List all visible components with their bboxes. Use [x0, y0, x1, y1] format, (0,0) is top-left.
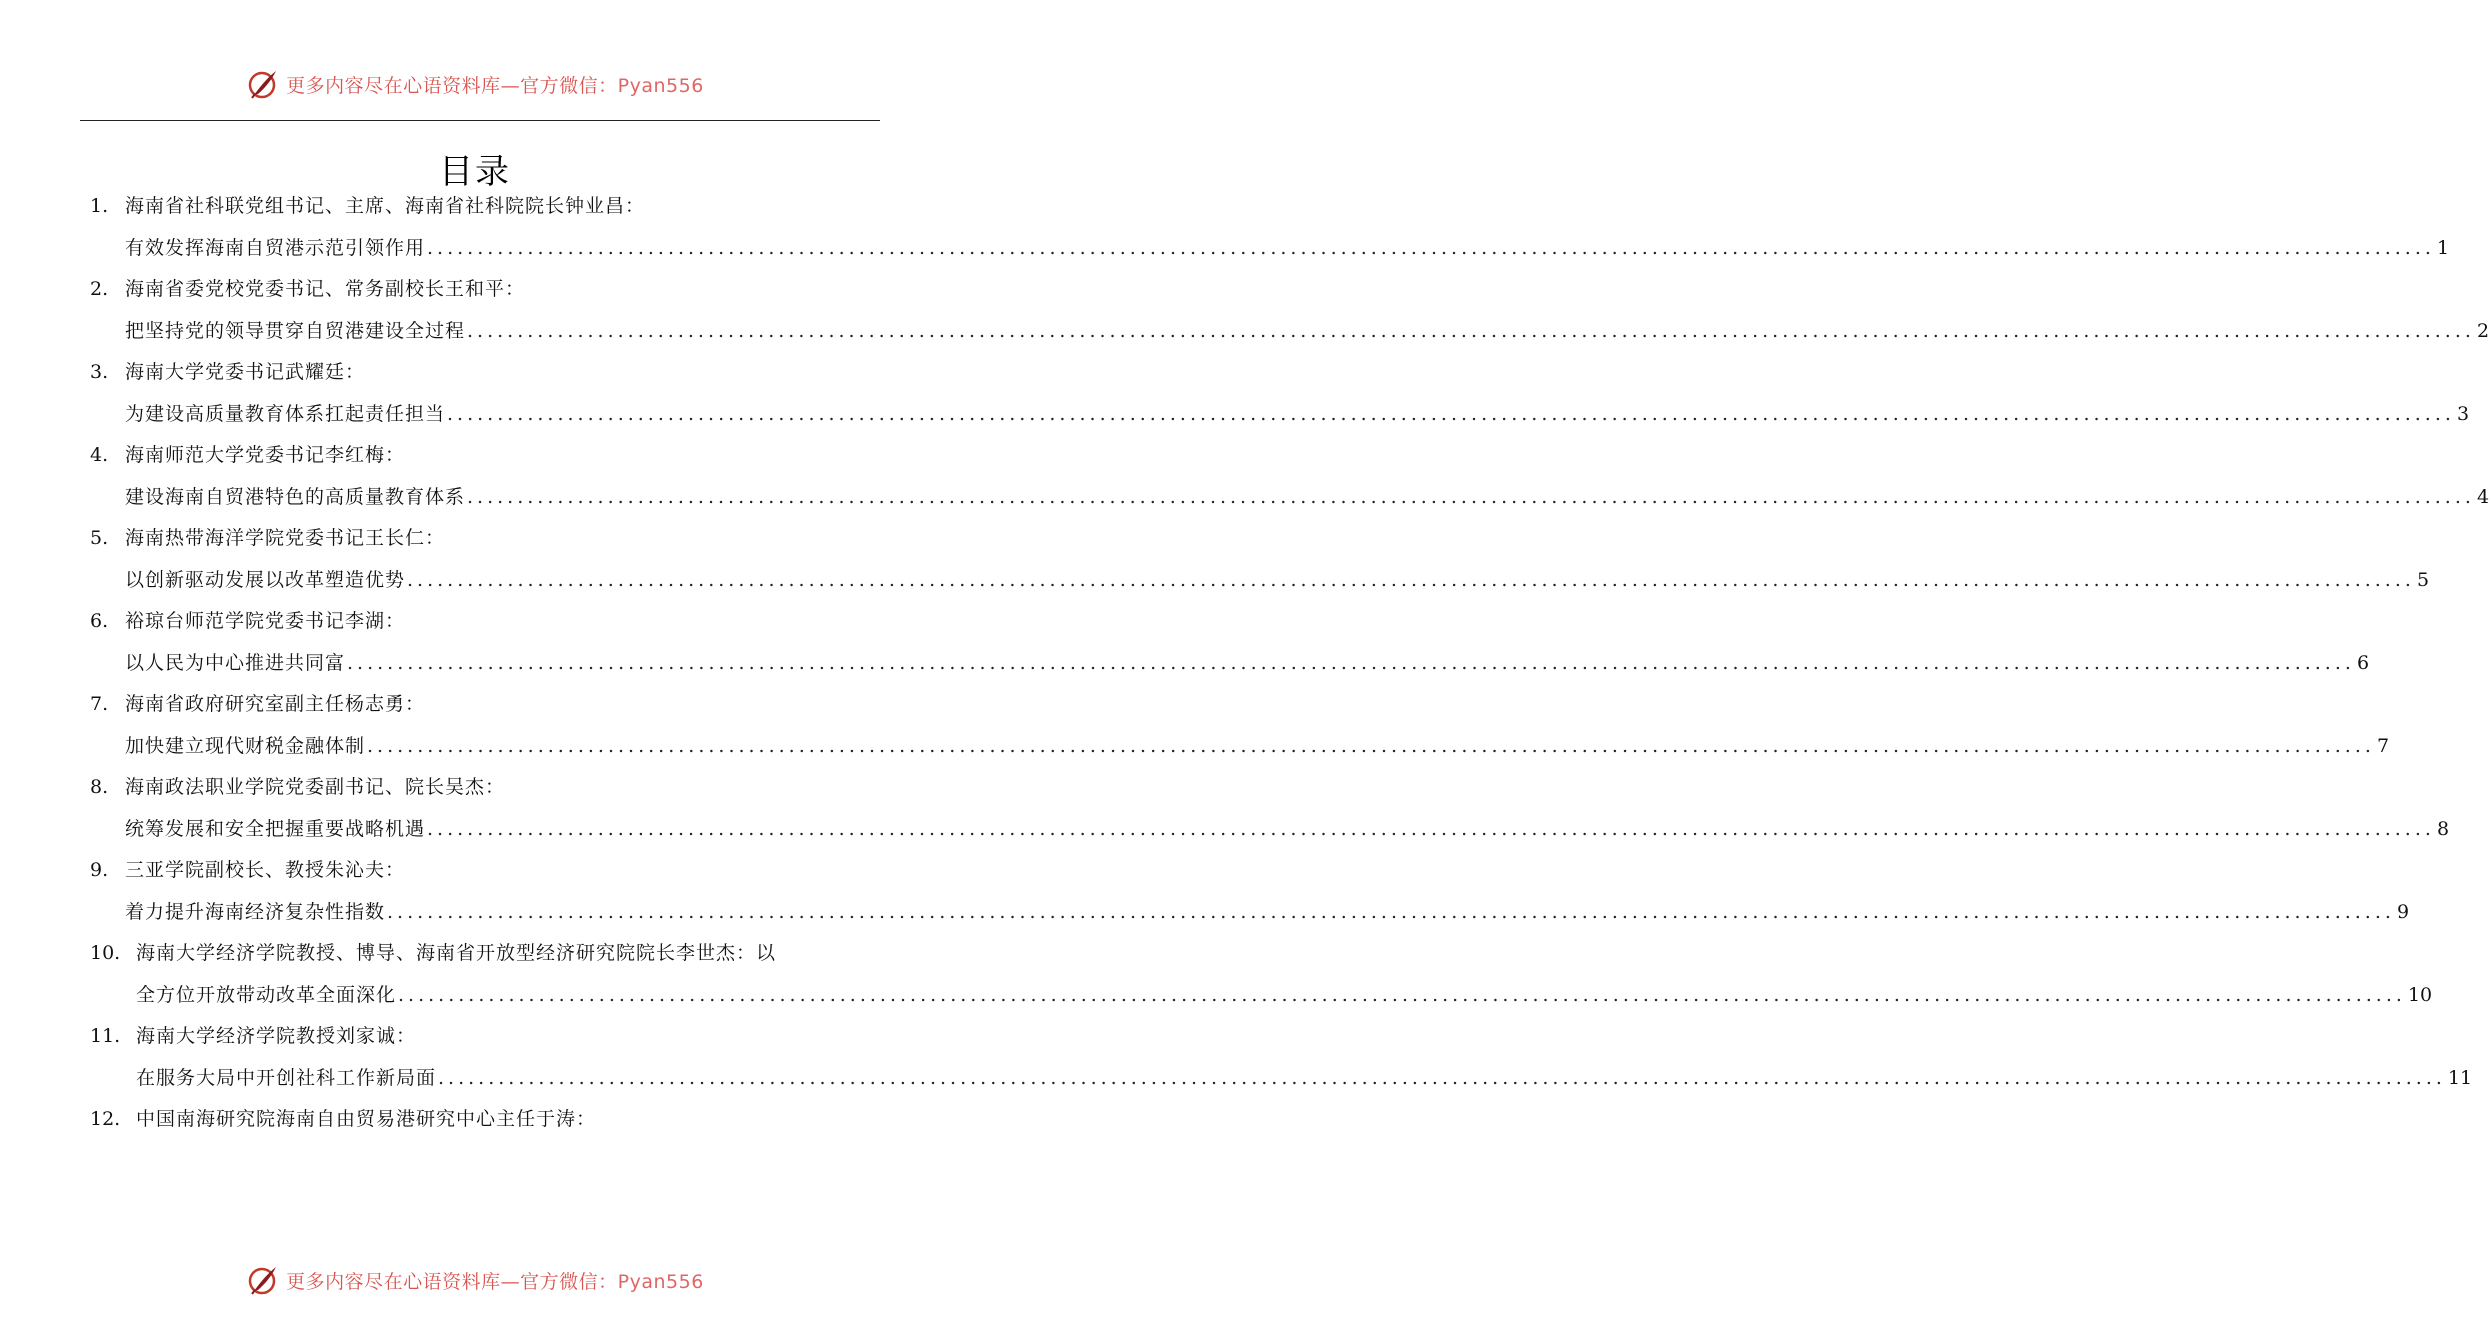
toc-speaker: 海南热带海洋学院党委书记王长仁：: [125, 527, 446, 549]
toc-entry-title[interactable]: 以人民为中心推进共同富: [125, 651, 346, 674]
toc-title-line[interactable]: [90, 477, 2489, 519]
toc-page-number[interactable]: 5: [2416, 568, 2430, 591]
toc-speaker-line: [90, 435, 860, 477]
toc-title-line[interactable]: [90, 975, 2433, 1017]
toc-leader-dots: ........................................................................................................................................................................................................: [407, 568, 2415, 591]
toc-entry[interactable]: [90, 601, 2370, 684]
wechat-id: Pyan556: [617, 1270, 704, 1293]
toc-speaker-line: [90, 767, 860, 809]
toc-speaker: 海南大学经济学院教授刘家诚：: [136, 1025, 417, 1047]
toc-speaker: 三亚学院副校长、教授朱沁夫：: [125, 859, 406, 881]
toc-leader-dots: ........................................................................................................................................................................................................: [398, 983, 2406, 1006]
toc-entry-title[interactable]: 加快建立现代财税金融体制: [125, 734, 366, 757]
toc-entry-number: 12.: [90, 1108, 121, 1130]
banner-text: [286, 71, 704, 98]
footer-banner-inner: [246, 1263, 704, 1297]
header-banner-inner: [246, 67, 704, 101]
toc-entry-number: 7.: [90, 693, 109, 715]
toc-list: [90, 186, 2489, 1141]
toc-page-number[interactable]: 7: [2376, 734, 2390, 757]
quill-pen-logo-icon: [246, 1263, 280, 1297]
toc-entry-title[interactable]: 以创新驱动发展以改革塑造优势: [125, 568, 406, 591]
toc-speaker-line: [90, 352, 860, 394]
toc-entry-number: 10.: [90, 942, 121, 964]
toc-page-number[interactable]: 3: [2456, 402, 2470, 425]
header-divider: [80, 120, 880, 121]
toc-page-number[interactable]: 11: [2447, 1066, 2473, 1089]
toc-entry-title[interactable]: 为建设高质量教育体系扛起责任担当: [125, 402, 446, 425]
quill-pen-logo-icon: [246, 67, 280, 101]
toc-entry[interactable]: [90, 767, 2450, 850]
toc-entry[interactable]: [90, 850, 2410, 933]
toc-entry-number: 5.: [90, 527, 109, 549]
toc-title: 目录: [439, 152, 511, 192]
toc-entry[interactable]: [90, 269, 2489, 352]
toc-speaker-line: [90, 933, 860, 975]
toc-speaker-line: [90, 269, 860, 311]
toc-speaker: 海南大学党委书记武耀廷：: [125, 361, 366, 383]
toc-speaker: 中国南海研究院海南自由贸易港研究中心主任于涛：: [136, 1108, 597, 1130]
banner-label: 更多内容尽在心语资料库—官方微信：: [286, 1270, 618, 1293]
toc-leader-dots: ........................................................................................................................................................................................................: [427, 817, 2435, 840]
toc-speaker: 海南省委党校党委书记、常务副校长王和平：: [125, 278, 526, 300]
toc-title-line[interactable]: [90, 228, 2450, 270]
toc-leader-dots: ........................................................................................................................................................................................................: [387, 900, 2395, 923]
toc-speaker: 裕琼台师范学院党委书记李湖：: [125, 610, 406, 632]
toc-leader-dots: ........................................................................................................................................................................................................: [347, 651, 2355, 674]
toc-entry-title[interactable]: 把坚持党的领导贯穿自贸港建设全过程: [125, 319, 466, 342]
toc-speaker: 海南大学经济学院教授、博导、海南省开放型经济研究院院长李世杰：以: [136, 942, 777, 964]
toc-page-number[interactable]: 2: [2476, 319, 2489, 342]
toc-speaker-line: [90, 684, 860, 726]
banner-text: [286, 1267, 704, 1294]
toc-page-number[interactable]: 6: [2356, 651, 2370, 674]
toc-leader-dots: ........................................................................................................................................................................................................: [427, 236, 2435, 259]
toc-speaker-line: [90, 518, 860, 560]
toc-page-number[interactable]: 1: [2436, 236, 2450, 259]
toc-speaker: 海南省政府研究室副主任杨志勇：: [125, 693, 426, 715]
toc-entry[interactable]: [90, 684, 2390, 767]
toc-entry-number: 8.: [90, 776, 109, 798]
toc-entry-number: 11.: [90, 1025, 121, 1047]
toc-speaker: 海南师范大学党委书记李红梅：: [125, 444, 406, 466]
toc-entry-title[interactable]: 在服务大局中开创社科工作新局面: [136, 1066, 437, 1089]
toc-title-line[interactable]: [90, 560, 2430, 602]
toc-entry[interactable]: [90, 1016, 2473, 1099]
toc-entry-title[interactable]: 统筹发展和安全把握重要战略机遇: [125, 817, 426, 840]
wechat-id: Pyan556: [617, 74, 704, 97]
toc-entry[interactable]: [90, 933, 2433, 1016]
toc-entry[interactable]: [90, 352, 2470, 435]
toc-speaker-line: [90, 186, 860, 228]
toc-entry-number: 2.: [90, 278, 109, 300]
toc-entry[interactable]: [90, 186, 2450, 269]
toc-entry-number: 9.: [90, 859, 109, 881]
toc-leader-dots: ........................................................................................................................................................................................................: [367, 734, 2375, 757]
toc-speaker-line: [90, 1099, 860, 1141]
toc-entry-number: 1.: [90, 195, 109, 217]
toc-speaker-line: [90, 1016, 860, 1058]
toc-entry-title[interactable]: 着力提升海南经济复杂性指数: [125, 900, 386, 923]
toc-title-line[interactable]: [90, 892, 2410, 934]
toc-page-number[interactable]: 8: [2436, 817, 2450, 840]
footer-banner: [0, 1258, 950, 1302]
toc-leader-dots: ........................................................................................................................................................................................................: [438, 1066, 2446, 1089]
toc-entry-number: 4.: [90, 444, 109, 466]
toc-page-number[interactable]: 4: [2476, 485, 2489, 508]
toc-entry[interactable]: [90, 518, 2430, 601]
toc-speaker: 海南省社科联党组书记、主席、海南省社科院院长钟业昌：: [125, 195, 646, 217]
toc-speaker-line: [90, 850, 860, 892]
toc-leader-dots: ........................................................................................................................................................................................................: [467, 319, 2475, 342]
toc-speaker-line: [90, 601, 860, 643]
banner-label: 更多内容尽在心语资料库—官方微信：: [286, 74, 618, 97]
toc-leader-dots: ........................................................................................................................................................................................................: [447, 402, 2455, 425]
toc-title-line[interactable]: [90, 394, 2470, 436]
toc-entry-title[interactable]: 有效发挥海南自贸港示范引领作用: [125, 236, 426, 259]
toc-page-number[interactable]: 9: [2396, 900, 2410, 923]
toc-page-number[interactable]: 10: [2407, 983, 2433, 1006]
toc-entry[interactable]: [90, 435, 2489, 518]
toc-title-line[interactable]: [90, 643, 2370, 685]
toc-entry-title[interactable]: 全方位开放带动改革全面深化: [136, 983, 397, 1006]
toc-title-line[interactable]: [90, 809, 2450, 851]
toc-speaker: 海南政法职业学院党委副书记、院长吴杰：: [125, 776, 506, 798]
toc-entry-number: 6.: [90, 610, 109, 632]
toc-title-line[interactable]: [90, 726, 2390, 768]
toc-entry[interactable]: [90, 1099, 860, 1141]
toc-title-line[interactable]: [90, 311, 2489, 353]
toc-leader-dots: ........................................................................................................................................................................................................: [467, 485, 2475, 508]
toc-entry-title[interactable]: 建设海南自贸港特色的高质量教育体系: [125, 485, 466, 508]
toc-entry-number: 3.: [90, 361, 109, 383]
toc-title-line[interactable]: [90, 1058, 2473, 1100]
header-banner: [0, 62, 950, 106]
